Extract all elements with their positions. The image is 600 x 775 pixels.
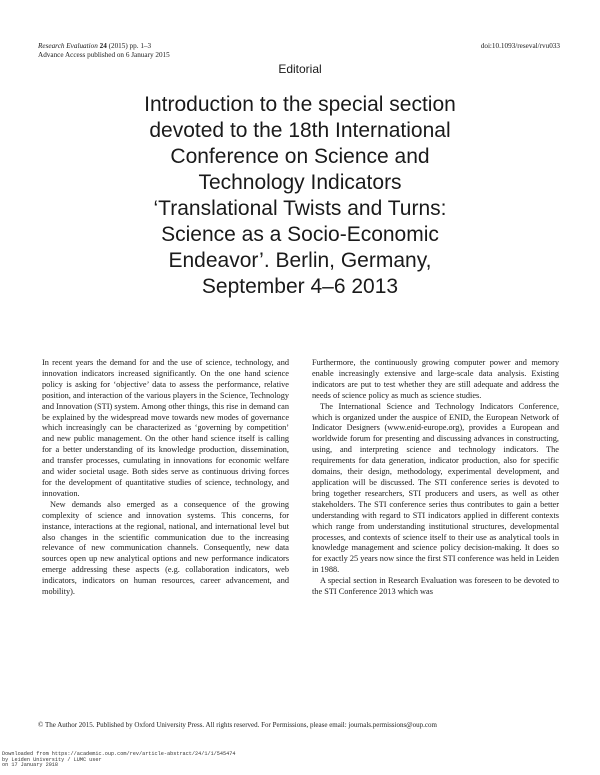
download-line: by Leiden University / LUMC user [2, 756, 102, 763]
download-line: Downloaded from https://academic.oup.com/rev/article-abstract/24/1/1/545474 [2, 751, 236, 757]
body-paragraph: New demands also emerged as a consequence of the growing complexity of science and innovation systems. This concerns, for instance, interactions at the regional, national, and international level but also changes in the scientific communication due to the increasing relevance of new communication channels. Consequently, new data sources open up new analytical options and new performance indicators emerge addressing these aspects (e.g. collaboration indicators, web indicators, indicators on human resources, career advancement, and mobility). [42, 499, 289, 597]
download-note [2, 752, 235, 769]
journal-name: Research Evaluation [38, 42, 98, 50]
body-column-right [312, 358, 559, 598]
download-line: on 17 January 2018 [2, 762, 59, 769]
body-paragraph: A special section in Research Evaluation was foreseen to be devoted to the STI Conference 2013 which was [312, 576, 559, 597]
journal-citation [38, 42, 170, 60]
journal-volume: 24 [99, 42, 107, 50]
title-line: Endeavor’. Berlin, Germany, [168, 249, 432, 272]
journal-pages: (2015) pp. 1–3 [108, 42, 152, 50]
body-column-left [42, 358, 289, 598]
title-line: Science as a Socio-Economic [161, 223, 439, 246]
advance-access-note: Advance Access published on 6 January 2015 [38, 51, 170, 59]
title-line: ‘Translational Twists and Turns: [153, 197, 447, 220]
body-paragraph: The International Science and Technology Indicators Conference, which is organized under the auspice of ENID, the European Network of Indicator Designers (www.enid-europe.org), provides a European and worldwide forum for presenting and discussing advances in constructing, using, and interpreting science and technology indicators. The requirements for data generation, indicator production, also for specific domains, their design, methodology, experimental development, and application will be discussed. The STI conference series is devoted to bring together researchers, STI producers and users, as well as other stakeholders. The STI conference series thus contributes to gain a better understanding with regard to STI indicators applied in different contexts which range from understanding institutional structures, developmental processes, and contexts of science itself to their use as analytical tools in knowledge management and science policy decision-making. It does so for exactly 25 years now since the first STI conference was held in Leiden in 1988. [312, 401, 559, 575]
title-line: Introduction to the special section [144, 93, 456, 116]
article-title [60, 92, 540, 300]
title-line: devoted to the 18th International [149, 119, 451, 142]
title-line: Technology Indicators [198, 171, 402, 194]
title-line: Conference on Science and [170, 145, 430, 168]
section-label: Editorial [278, 62, 322, 76]
doi-link[interactable]: doi:10.1093/reseval/rvu033 [480, 42, 560, 50]
body-paragraph: In recent years the demand for and the use of science, technology, and innovation indicators increased significantly. On the one hand science policy is asking for ‘objective’ data to assess the performance, relative position, and interaction of the various players in the Science, Technology and Innovation (STI) system. Among other things, this rise in demand can be explained by the widespread move towards new modes of governance which increasingly can be characterized as ‘governing by competition’ and new public management. On the other hand science itself is calling for a better understanding of its knowledge production, dissemination, and transfer processes, cumulating in innovations for economic welfare and wider societal usage. Both sides serve as continuous driving forces for the development of quantitative studies of science, technology, and innovation. [42, 358, 289, 498]
body-paragraph: Furthermore, the continuously growing computer power and memory enable increasingly extensive and large-scale data analysis. Existing indicators are put to test whether they are still adequate and address the needs of science policy as much as science studies. [312, 358, 559, 400]
title-line: September 4–6 2013 [201, 275, 399, 298]
copyright-notice: © The Author 2015. Published by Oxford University Press. All rights reserved. For Permissions, please email: journals.permissions@oup.com [38, 721, 437, 729]
